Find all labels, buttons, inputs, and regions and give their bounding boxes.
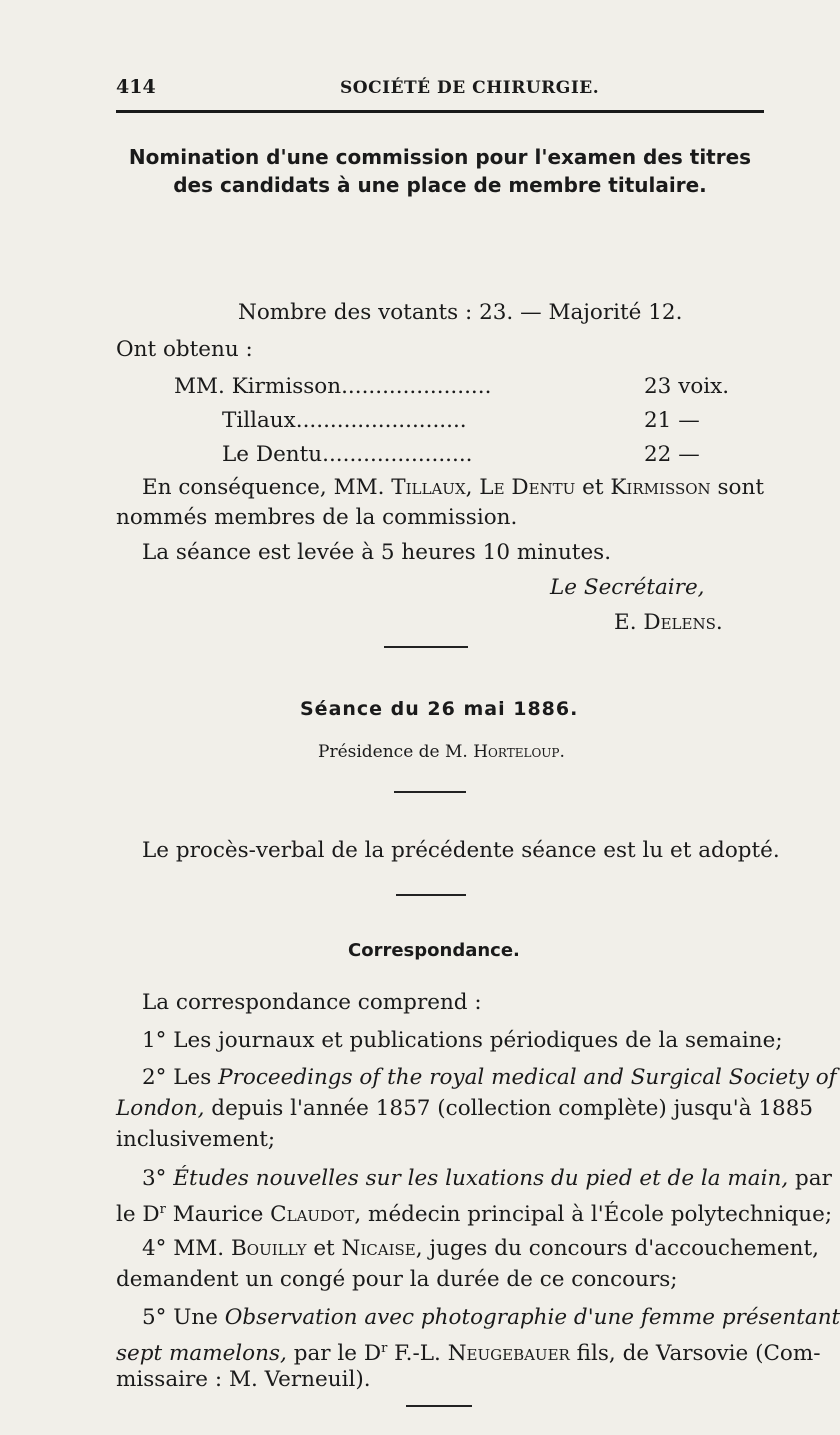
text-run: 4° MM. bbox=[142, 1236, 231, 1261]
leader-dots: ...................... bbox=[341, 374, 492, 399]
result-row bbox=[222, 440, 473, 469]
text-run: En conséquence, MM. bbox=[142, 475, 392, 500]
correspondance-item-2 bbox=[142, 1063, 837, 1092]
text-run: , médecin principal à l'École polytechnique; bbox=[354, 1202, 833, 1228]
text-run: Présidence de M. bbox=[318, 742, 474, 762]
publication-title: Observation avec photographie d'une femme présentant bbox=[224, 1305, 840, 1330]
superscript: r bbox=[159, 1202, 166, 1217]
correspondance-item-3-line-2 bbox=[116, 1195, 832, 1229]
text-run: par bbox=[788, 1166, 832, 1191]
text-run: sont bbox=[710, 475, 764, 500]
presidence-line bbox=[318, 738, 565, 767]
consequence-line bbox=[142, 473, 764, 502]
publication-title: Études nouvelles sur les luxations du pied et de la main, bbox=[173, 1166, 789, 1191]
name-le-dentu: Le Dentu bbox=[479, 475, 576, 500]
judge-name: Nicaise bbox=[341, 1236, 416, 1261]
correspondance-title: Correspondance. bbox=[348, 940, 520, 961]
vote-count: 23 voix. bbox=[644, 374, 730, 399]
secretaire-label bbox=[550, 573, 705, 602]
correspondance-item-4 bbox=[142, 1234, 819, 1263]
candidate-name: Kirmisson bbox=[231, 374, 342, 399]
correspondance-intro: La correspondance comprend : bbox=[142, 990, 482, 1015]
text-run: fils, de Varsovie (Com- bbox=[569, 1341, 821, 1367]
text-run: 5° Une bbox=[142, 1305, 225, 1330]
secretaire-label-text: Le Secrétaire, bbox=[550, 575, 705, 600]
text-run: le D bbox=[116, 1202, 160, 1228]
candidate-name: Tillaux bbox=[222, 408, 296, 433]
seance-levee: La séance est levée à 5 heures 10 minutes. bbox=[142, 540, 612, 565]
president-name: Horteloup. bbox=[473, 742, 565, 762]
name-tillaux: Tillaux bbox=[391, 475, 466, 500]
secretaire-name-text: E. Delens. bbox=[614, 610, 723, 635]
result-row bbox=[174, 372, 491, 401]
superscript: r bbox=[381, 1341, 388, 1356]
correspondance-item-2-line-2 bbox=[116, 1094, 813, 1123]
text-run: , juges du concours d'accouchement, bbox=[415, 1236, 819, 1261]
running-head bbox=[110, 60, 770, 100]
text-run: 3° bbox=[142, 1166, 174, 1191]
journal-title: SOCIÉTÉ DE CHIRURGIE. bbox=[340, 78, 600, 98]
result-row bbox=[222, 406, 467, 435]
author-name: Neugebauer bbox=[447, 1341, 570, 1367]
correspondance-item-4-line-2: demandent un congé pour la durée de ce concours; bbox=[116, 1267, 678, 1292]
mm-label: MM. bbox=[174, 374, 225, 399]
leader-dots: ...................... bbox=[322, 442, 473, 467]
judge-name: Bouilly bbox=[230, 1236, 307, 1261]
consequence-line-2: nommés membres de la commission. bbox=[116, 505, 518, 530]
text-run: et bbox=[306, 1236, 342, 1261]
secretaire-name bbox=[614, 608, 723, 637]
text-run: , bbox=[465, 475, 480, 500]
correspondance-item-2-line-3: inclusivement; bbox=[116, 1127, 276, 1152]
vote-count: 21 — bbox=[644, 408, 700, 433]
separator-rule bbox=[384, 646, 468, 648]
separator-rule bbox=[396, 894, 466, 896]
candidate-name: Le Dentu bbox=[222, 442, 323, 467]
text-run: depuis l'année 1857 (collection complète) jusqu'à 1885 bbox=[204, 1096, 814, 1121]
correspondance-item-5-line-3: missaire : M. Verneuil). bbox=[116, 1367, 371, 1392]
header-rule bbox=[116, 110, 764, 113]
votants-line: Nombre des votants : 23. — Majorité 12. bbox=[238, 300, 683, 325]
separator-rule bbox=[406, 1405, 472, 1407]
correspondance-item-3 bbox=[142, 1164, 832, 1193]
book-page bbox=[110, 60, 840, 1392]
publication-title: Proceedings of the royal medical and Surgical Society of bbox=[218, 1065, 837, 1090]
name-kirmisson: Kirmisson bbox=[610, 475, 711, 500]
publication-title: sept mamelons, bbox=[116, 1341, 287, 1367]
page-number: 414 bbox=[116, 76, 156, 98]
leader-dots: ......................... bbox=[295, 408, 467, 433]
correspondance-item-1: 1° Les journaux et publications périodiques de la semaine; bbox=[142, 1028, 783, 1053]
correspondance-item-5 bbox=[142, 1303, 840, 1332]
correspondance-item-5-line-2 bbox=[116, 1334, 821, 1368]
text-run: par le D bbox=[286, 1341, 382, 1367]
ont-obtenu: Ont obtenu : bbox=[116, 337, 253, 362]
proces-verbal: Le procès-verbal de la précédente séance est lu et adopté. bbox=[142, 838, 780, 863]
text-run: et bbox=[575, 475, 611, 500]
publication-title: London, bbox=[116, 1096, 205, 1121]
text-run: 2° Les bbox=[142, 1065, 219, 1090]
section-title-nomination: Nomination d'une commission pour l'examen des titres des candidats à une place de membre titulaire. bbox=[128, 145, 752, 197]
text-run: F.-L. bbox=[387, 1341, 448, 1367]
seance-title: Séance du 26 mai 1886. bbox=[300, 698, 579, 720]
text-run: Maurice bbox=[165, 1202, 271, 1228]
author-name: Claudot bbox=[270, 1202, 355, 1228]
vote-count: 22 — bbox=[644, 442, 700, 467]
separator-rule bbox=[394, 791, 466, 793]
